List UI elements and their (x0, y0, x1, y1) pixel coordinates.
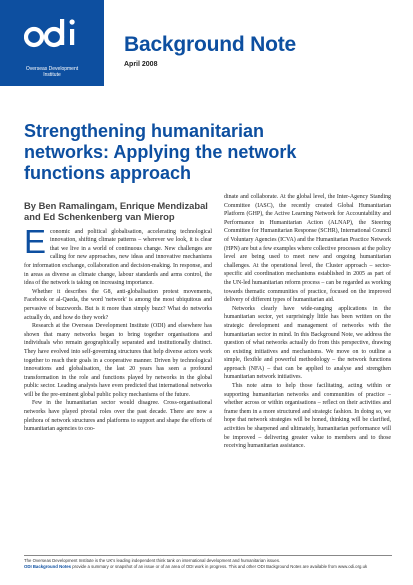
drop-cap: E (24, 222, 47, 260)
footer (24, 558, 394, 570)
left-column (24, 200, 212, 434)
paragraph-1 (24, 222, 212, 288)
paragraph-1-text: conomic and political globalisation, accelerating technological innovation, shifting climate patterns – wherever we look, it is clear that we live in a world of continuous change. New challenges are calling for new approaches, new ideas and innovative mechanisms for information exchange, collaboration and decision-making. In response, and in areas as diverse as climate change, labour standards and arms control, the idea of the network is taking on increasing importance. (24, 228, 212, 287)
right-column (224, 193, 391, 451)
paragraph-5: dinate and collaborate. At the global level, the Inter-Agency Standing Committee (IASC), the recently created Global Humanitarian Platform (GHP), the Active Learning Network for Accountability and Performance in Humanitarian Action (ALNAP), the Steering Committee for Humanitarian Response (SCHR), International Council of Voluntary Agencies (ICVA) and the Humanitarian Practice Network (HPN) are but a few examples where collective processes at the policy level are being used to meet new and ongoing humanitarian challenges. At the operational level, the Cluster approach – sector-specific aid coordination mechanisms established in 2005 as part of the UN-led humanitarian reform process – can be regarded as working towards thematic communities of practice, focused on the improved delivery of different types of humanitarian aid. (224, 194, 391, 304)
paragraph-6: Networks clearly have wide-ranging applications in the humanitarian sector, yet surprisingly little has been written on the strategic development and management of networks with the humanitarian sector in mind. In this Background Note, we address the question of what networks actually do from this perspective, drawing on existing initiatives and mechanisms. We move on to outline a simple, flexible and powerful methodology – the network functions approach (NFA) – that can be applied to analyse and strengthen humanitarian network initiatives. (224, 305, 391, 381)
footer-line-2 (24, 564, 394, 570)
footer-line-1: The Overseas Development Institute is the UK's leading independent think tank on international development and humanitarian issues. (24, 558, 281, 563)
footer-line-2-text: provide a summary or snapshot of an issue or of an area of ODI work in progress. This and other ODI Background Notes are available from www.odi.org.uk (71, 564, 368, 570)
odi-logo-mark (24, 17, 80, 53)
publication-date: April 2008 (124, 61, 158, 68)
odi-logo[interactable] (0, 0, 104, 86)
article-title: Strengthening humanitarian networks: Applying the network functions approach (24, 121, 297, 183)
paragraph-7: This note aims to help those facilitating, acting within or supporting humanitarian networks and communities of practice – whether across or within organisations – reflect on their activities and frame them in a more structured and strategic fashion. In doing so, we hope that network strategies will be honed, thinking will be clarified, activities be sharpened and ultimately, humanitarian performance will be improved – delivering greater value to members and to those receiving humanitarian assistance. (224, 383, 391, 450)
authors: By Ben Ramalingam, Enrique Mendizabal and Ed Schenkenberg van Mierop (24, 200, 208, 223)
paragraph-2: Whether it describes the G8, anti-globalisation protest movements, Facebook or al-Qaeda, the word 'network' is among the most ubiquitous and pervasive of buzzwords. But is it more than simply buzz? What do networks actually do, and how do they work? (24, 288, 212, 321)
series-title: Background Note (124, 33, 297, 56)
footer-divider (24, 555, 392, 556)
footer-bold-label: ODI Background Notes (24, 564, 72, 570)
logo-subtitle-line-1: Overseas Development (25, 66, 79, 72)
logo-subtitle (0, 66, 104, 78)
logo-subtitle-line-2: Institute (43, 72, 61, 78)
paragraph-4: Few in the humanitarian sector would disagree. Cross-organisational networks have played pivotal roles over the past decade. There are now a plethora of network structures and platforms to support and shape the efforts of humanitarian agencies to coo- (24, 400, 212, 433)
paragraph-3: Research at the Overseas Development Institute (ODI) and elsewhere has shown that many networks began to bring together organisations and individuals who remain geographically separated and institutionally distinct. They have evolved into self-governing structures that help diverse actors work together to reach their goals in a cooperative manner. Driven by technological innovations and globalisation, the last 20 years has seen a profound transformation in the role and functions played by networks in the global public sector. Leading analysts have even predicted that international networks will be the pre-eminent global public policy mechanisms of the future. (24, 323, 212, 398)
